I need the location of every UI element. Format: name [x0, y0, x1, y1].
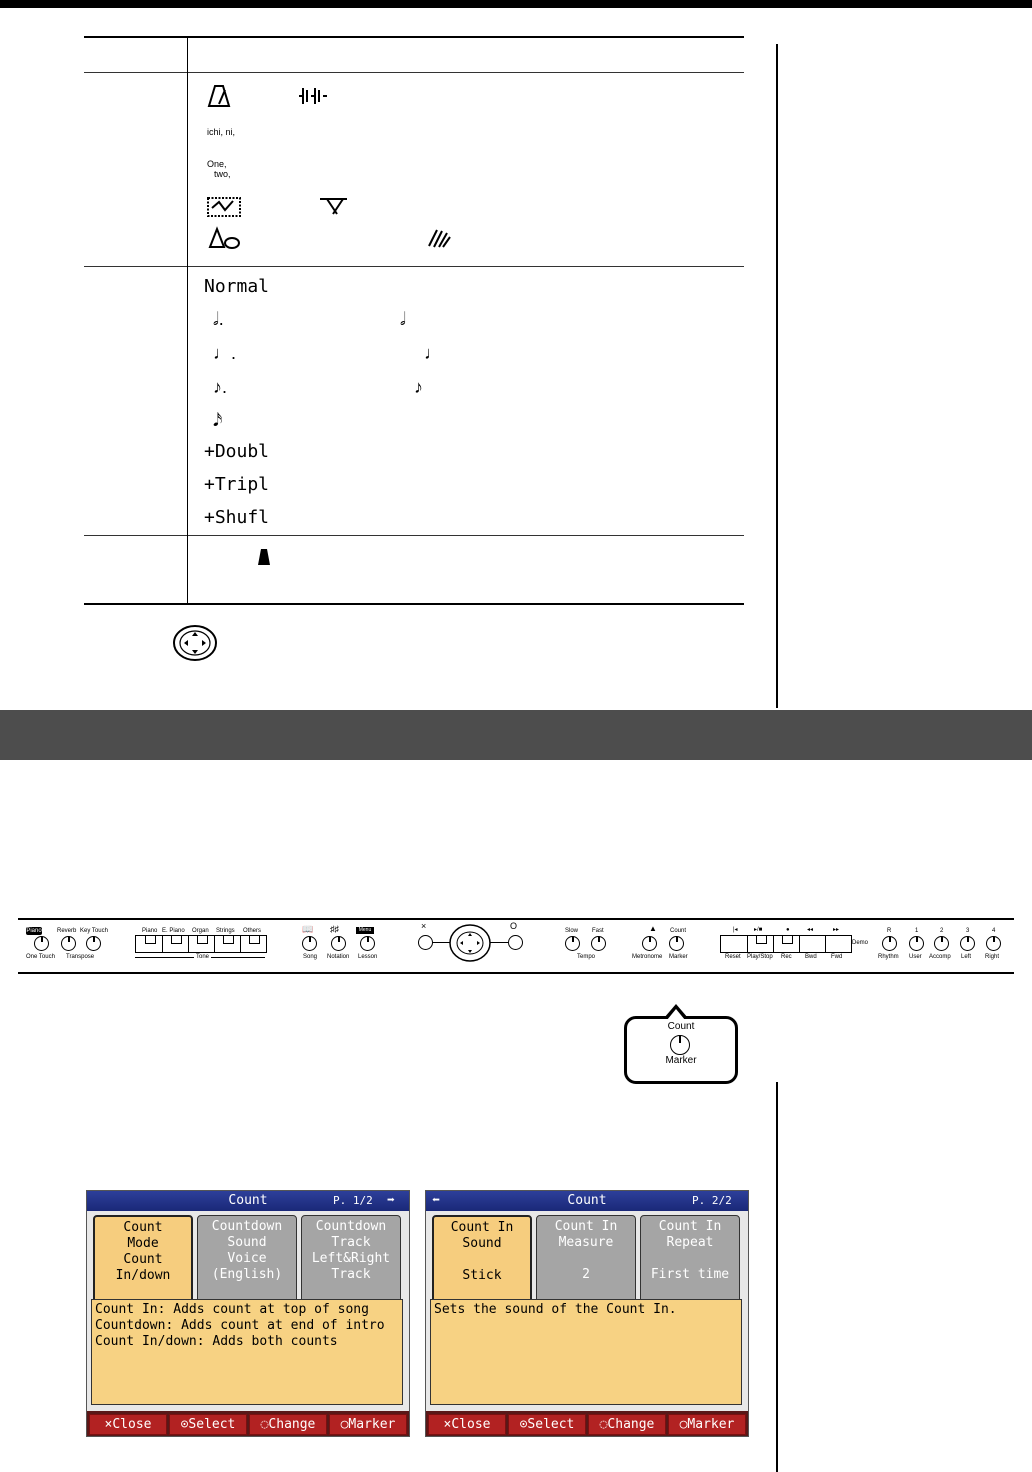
count-screen-page1	[86, 1190, 410, 1437]
screen-title: Count	[228, 1193, 268, 1208]
callout-pointer-fill	[667, 1009, 685, 1020]
accomp-track-button[interactable]	[934, 936, 949, 951]
half-note-icon: 𝅗𝅥	[400, 309, 406, 329]
metronome-icon: ▲	[649, 924, 657, 933]
description-panel: Sets the sound of the Count In.	[430, 1299, 742, 1405]
slow-label: Slow	[565, 928, 579, 934]
record-icon: ●	[786, 927, 790, 933]
tab-countdown-track[interactable]: Countdown Track Left&Right Track	[301, 1215, 401, 1301]
bwd-label: Bwd	[805, 954, 817, 960]
metronome-button[interactable]	[642, 936, 657, 951]
voice-japanese-label: ichi, ni,	[207, 127, 236, 137]
user-label: User	[909, 954, 922, 960]
lesson-label: Lesson	[358, 954, 378, 960]
timing-normal-label: Normal	[204, 276, 270, 297]
select-button[interactable]	[508, 1414, 586, 1435]
left-track-button[interactable]	[960, 936, 975, 951]
enter-button[interactable]	[508, 935, 523, 950]
track-4-label: 4	[992, 928, 996, 934]
timing-double-label: +Doubl	[204, 441, 270, 462]
user-track-button[interactable]	[909, 936, 924, 951]
next-page-arrow-icon[interactable]: ➡	[387, 1193, 395, 1208]
tone-buttons[interactable]	[135, 935, 267, 953]
change-label: Change	[268, 1417, 316, 1432]
transport-buttons[interactable]	[720, 935, 852, 953]
tone-strings-label: Strings	[216, 928, 235, 934]
count-screen-page2	[425, 1190, 749, 1437]
count-marker-callout	[624, 1016, 738, 1084]
tone-caption: Tone	[196, 954, 210, 960]
metronome-icon	[207, 84, 233, 108]
sticks-icon	[317, 194, 351, 218]
page-indicator: P. 1/2	[333, 1194, 373, 1207]
rhythm-label: Rhythm	[878, 954, 899, 960]
cursor-buttons[interactable]	[448, 923, 492, 963]
lesson-button[interactable]	[360, 936, 375, 951]
track-1-label: 1	[915, 928, 919, 934]
table-column-divider	[187, 37, 188, 603]
song-icon: 📖	[302, 924, 314, 934]
tempo-label: Tempo	[577, 954, 596, 960]
voice-english-label: One,	[207, 159, 227, 169]
section-banner	[0, 710, 1032, 760]
sixteenth-note-icon: 𝅘𝅥𝅯	[213, 410, 223, 430]
screen-title-bar	[87, 1191, 409, 1211]
enter-connector	[490, 942, 508, 943]
dotted-quarter-note-icon: ♩.	[213, 343, 237, 363]
top-rule	[0, 0, 1032, 8]
metronome-icon	[257, 548, 271, 566]
clap-icon	[425, 226, 453, 250]
demo-label: Demo	[852, 940, 869, 946]
marker-button[interactable]: ○Marker	[668, 1414, 746, 1435]
table-top-rule	[84, 36, 744, 38]
fwd-label: Fwd	[831, 954, 843, 960]
select-label: Select	[188, 1417, 236, 1432]
close-button[interactable]: ×Close	[428, 1414, 506, 1435]
song-button[interactable]	[302, 936, 317, 951]
control-panel	[18, 918, 1014, 976]
tab-count-in-measure[interactable]: Count In Measure 2	[536, 1215, 636, 1301]
song-label: Song	[303, 954, 318, 960]
close-button[interactable]: ×Close	[89, 1414, 167, 1435]
track-r-label: R	[887, 928, 892, 934]
rec-label: Rec	[781, 954, 792, 960]
tab-count-in-sound[interactable]: Count In Sound Stick	[432, 1215, 532, 1301]
drums-icon	[207, 194, 241, 218]
screen-footer	[426, 1411, 748, 1436]
piano-logo: Piano	[26, 928, 42, 934]
count-marker-button[interactable]	[669, 936, 684, 951]
key-touch-label: Key Touch	[80, 928, 108, 934]
column-rule	[776, 44, 778, 708]
description-panel: Count In: Adds count at top of song Countdown: Adds count at end of intro Count In/down: Adds both counts	[91, 1299, 403, 1405]
key-touch-button[interactable]	[86, 936, 101, 951]
exit-button[interactable]	[418, 935, 433, 950]
select-icon: ⊙	[519, 1417, 528, 1432]
marker-label: Marker	[669, 954, 688, 960]
reset-label: Reset	[725, 954, 741, 960]
slow-button[interactable]	[565, 936, 580, 951]
dotted-half-note-icon: 𝅗𝅥.	[213, 309, 224, 329]
metronome-label: Metronome	[632, 954, 663, 960]
right-label: Right	[985, 954, 1000, 960]
enter-mark: O	[510, 921, 518, 931]
notation-label: Notation	[327, 954, 350, 960]
page-indicator: P. 2/2	[692, 1194, 732, 1207]
track-3-label: 3	[966, 928, 970, 934]
screen-footer	[87, 1411, 409, 1436]
change-button[interactable]	[249, 1414, 327, 1435]
count-label: Count	[670, 928, 687, 934]
rewind-icon: ◂◂	[807, 927, 814, 933]
select-button[interactable]	[169, 1414, 247, 1435]
select-icon: ⊙	[180, 1417, 189, 1432]
rhythm-track-button[interactable]	[882, 936, 897, 951]
change-button[interactable]	[588, 1414, 666, 1435]
tone-epiano-label: E. Piano	[162, 928, 185, 934]
right-track-button[interactable]	[986, 936, 1001, 951]
tab-count-in-repeat[interactable]: Count In Repeat First time	[640, 1215, 740, 1301]
fast-button[interactable]	[591, 936, 606, 951]
reset-icon: |◂	[733, 927, 738, 933]
table-row-rule	[84, 535, 744, 536]
play-stop-icon: ▸/■	[754, 927, 763, 933]
fast-forward-icon: ▸▸	[833, 927, 840, 933]
column-rule	[776, 1082, 778, 1472]
triangle-icon	[207, 226, 241, 250]
click-wave-icon	[297, 86, 329, 106]
table-header-rule	[84, 72, 744, 73]
tab-countdown-sound[interactable]: Countdown Sound Voice (English)	[197, 1215, 297, 1301]
accomp-label: Accomp	[929, 954, 951, 960]
menu-badge: Menu	[356, 927, 374, 934]
change-icon: ◌	[599, 1417, 608, 1432]
track-2-label: 2	[940, 928, 944, 934]
tone-piano-label: Piano	[142, 928, 158, 934]
voice-english-label-2: two,	[214, 169, 231, 179]
transpose-label: Transpose	[66, 954, 95, 960]
dotted-eighth-note-icon: ♪.	[213, 377, 228, 397]
notation-icon: ♯♯	[330, 924, 339, 934]
timing-shuffle-label: +Shufl	[204, 507, 270, 528]
table-row-rule	[84, 266, 744, 267]
prev-page-arrow-icon[interactable]: ⬅	[432, 1193, 440, 1208]
callout-marker-label: Marker	[665, 1055, 697, 1066]
tab-count-mode[interactable]: Count Mode Count In/down	[93, 1215, 193, 1301]
timing-triple-label: +Tripl	[204, 474, 270, 495]
table-bottom-rule	[84, 603, 744, 605]
one-touch-label: One Touch	[26, 954, 55, 960]
select-label: Select	[527, 1417, 575, 1432]
screen-title-bar	[426, 1191, 748, 1211]
notation-button[interactable]	[331, 936, 346, 951]
reverb-button[interactable]	[61, 936, 76, 951]
change-label: Change	[607, 1417, 655, 1432]
cursor-pad-icon	[172, 624, 218, 662]
reverb-label: Reverb	[57, 928, 77, 934]
exit-mark: ×	[421, 921, 427, 931]
quarter-note-icon: ♩	[424, 343, 442, 363]
play-stop-label: Play/Stop	[747, 954, 773, 960]
tone-organ-label: Organ	[192, 928, 209, 934]
fast-label: Fast	[592, 928, 604, 934]
left-label: Left	[961, 954, 972, 960]
screen-title: Count	[567, 1193, 607, 1208]
eighth-note-icon: ♪	[414, 377, 423, 397]
tone-others-label: Others	[243, 928, 262, 934]
marker-button[interactable]: ○Marker	[329, 1414, 407, 1435]
callout-count-button[interactable]	[670, 1035, 690, 1055]
callout-count-label: Count	[667, 1021, 695, 1032]
change-icon: ◌	[260, 1417, 269, 1432]
one-touch-button[interactable]	[34, 936, 49, 951]
